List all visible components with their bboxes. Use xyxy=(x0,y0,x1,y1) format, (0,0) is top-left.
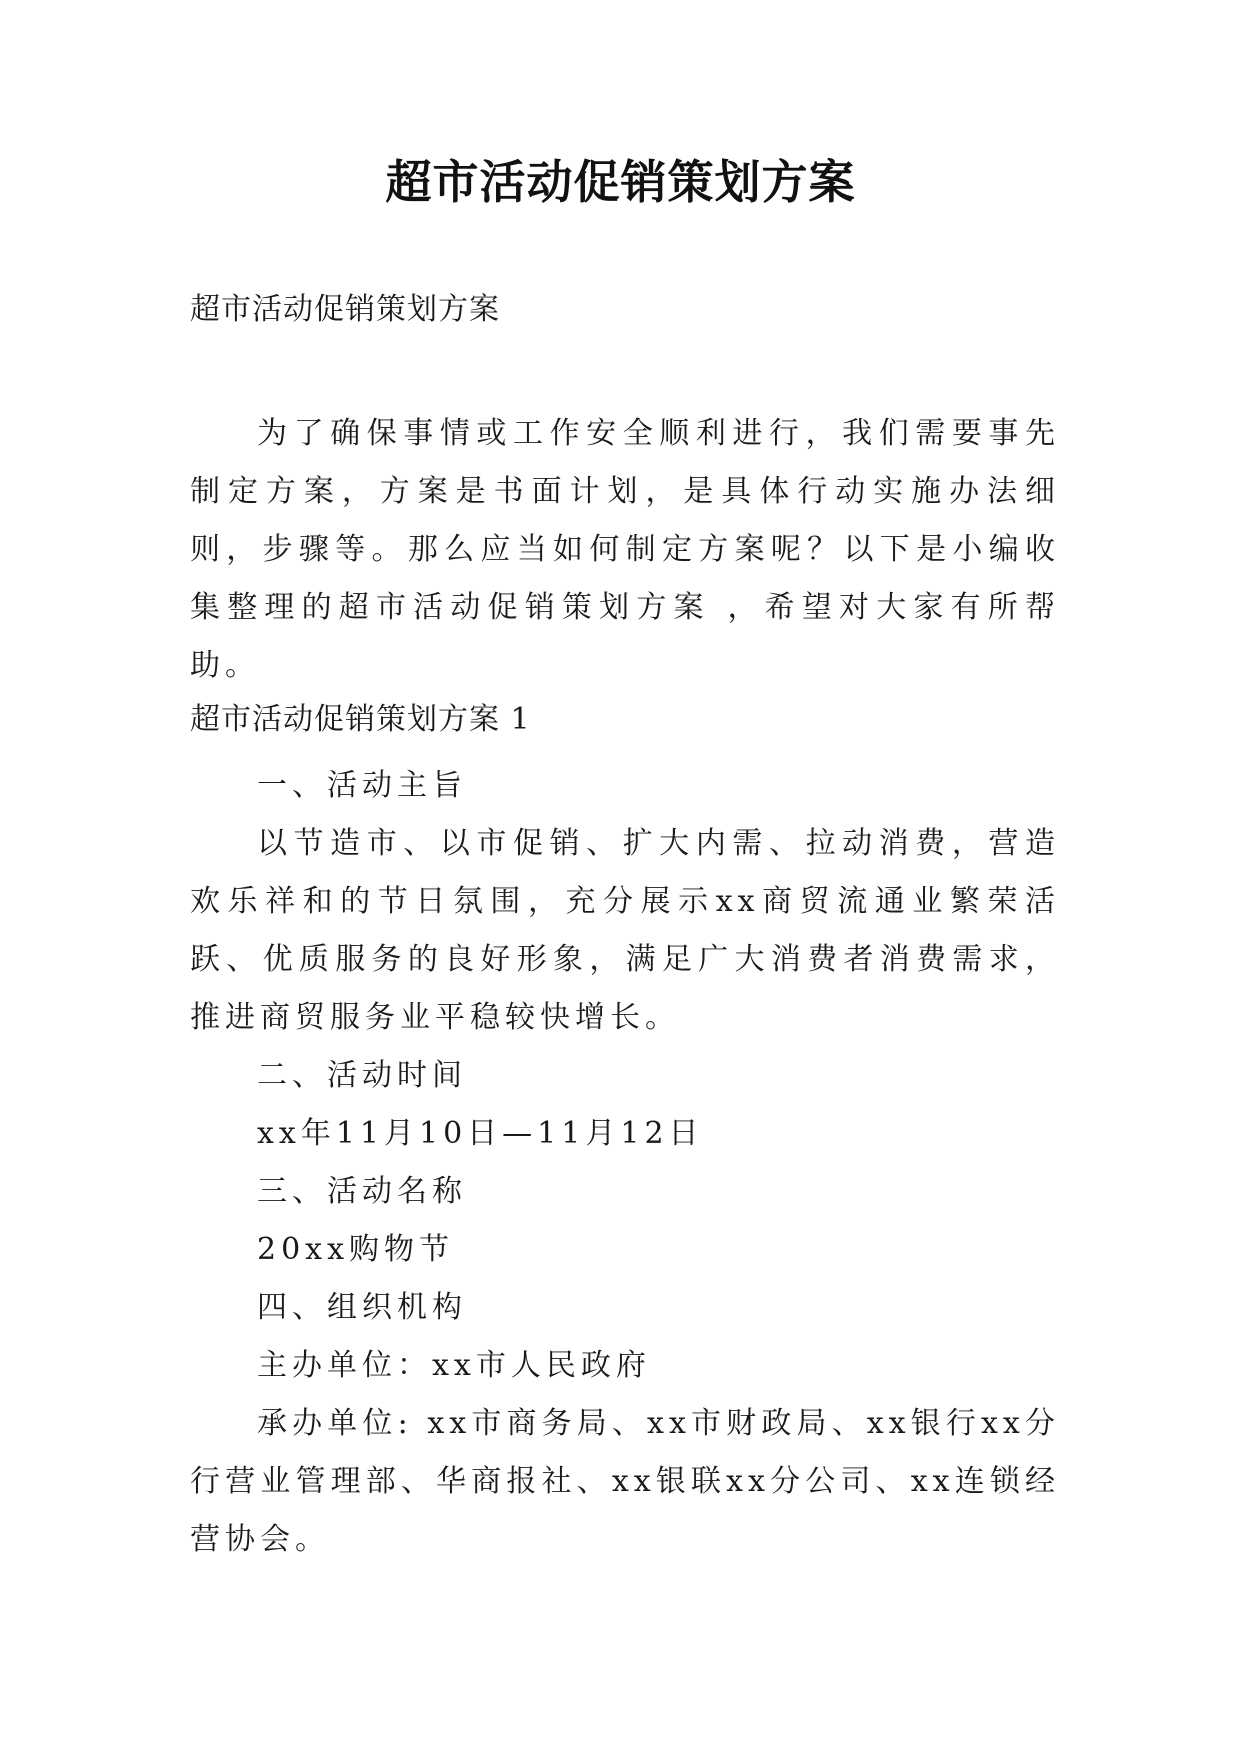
heading-purpose: 一、活动主旨 xyxy=(257,768,467,803)
heading-name: 三、活动名称 xyxy=(257,1174,467,1209)
heading-time: 二、活动时间 xyxy=(257,1058,467,1093)
heading-organization: 四、组织机构 xyxy=(257,1290,467,1325)
paragraph-purpose: 以节造市、以市促销、扩大内需、拉动消费，营造欢乐祥和的节日氛围，充分展示xx商贸流通业繁荣活跃、优质服务的良好形象，满足广大消费者消费需求，推进商贸服务业平稳较快增长。 xyxy=(190,826,1060,1035)
host-unit: 主办单位：xx市人民政府 xyxy=(257,1348,651,1383)
document-title: 超市活动促销策划方案 xyxy=(385,155,856,209)
section-body xyxy=(190,757,1060,1569)
section-title: 超市活动促销策划方案 1 xyxy=(190,702,531,737)
event-time: xx年11月10日—11月12日 xyxy=(257,1116,704,1151)
document-subtitle: 超市活动促销策划方案 xyxy=(190,292,500,327)
event-name: 20xx购物节 xyxy=(257,1232,455,1267)
intro-paragraph: 为了确保事情或工作安全顺利进行，我们需要事先制定方案，方案是书面计划，是具体行动实施办法细则，步骤等。那么应当如何制定方案呢？以下是小编收集整理的超市活动促销策划方案 ，希望对大家有所帮助。 xyxy=(190,416,1060,683)
organizer-units: 承办单位: xx市商务局、xx市财政局、xx银行xx分行营业管理部、华商报社、xx银联xx分公司、xx连锁经营协会。 xyxy=(190,1406,1060,1557)
